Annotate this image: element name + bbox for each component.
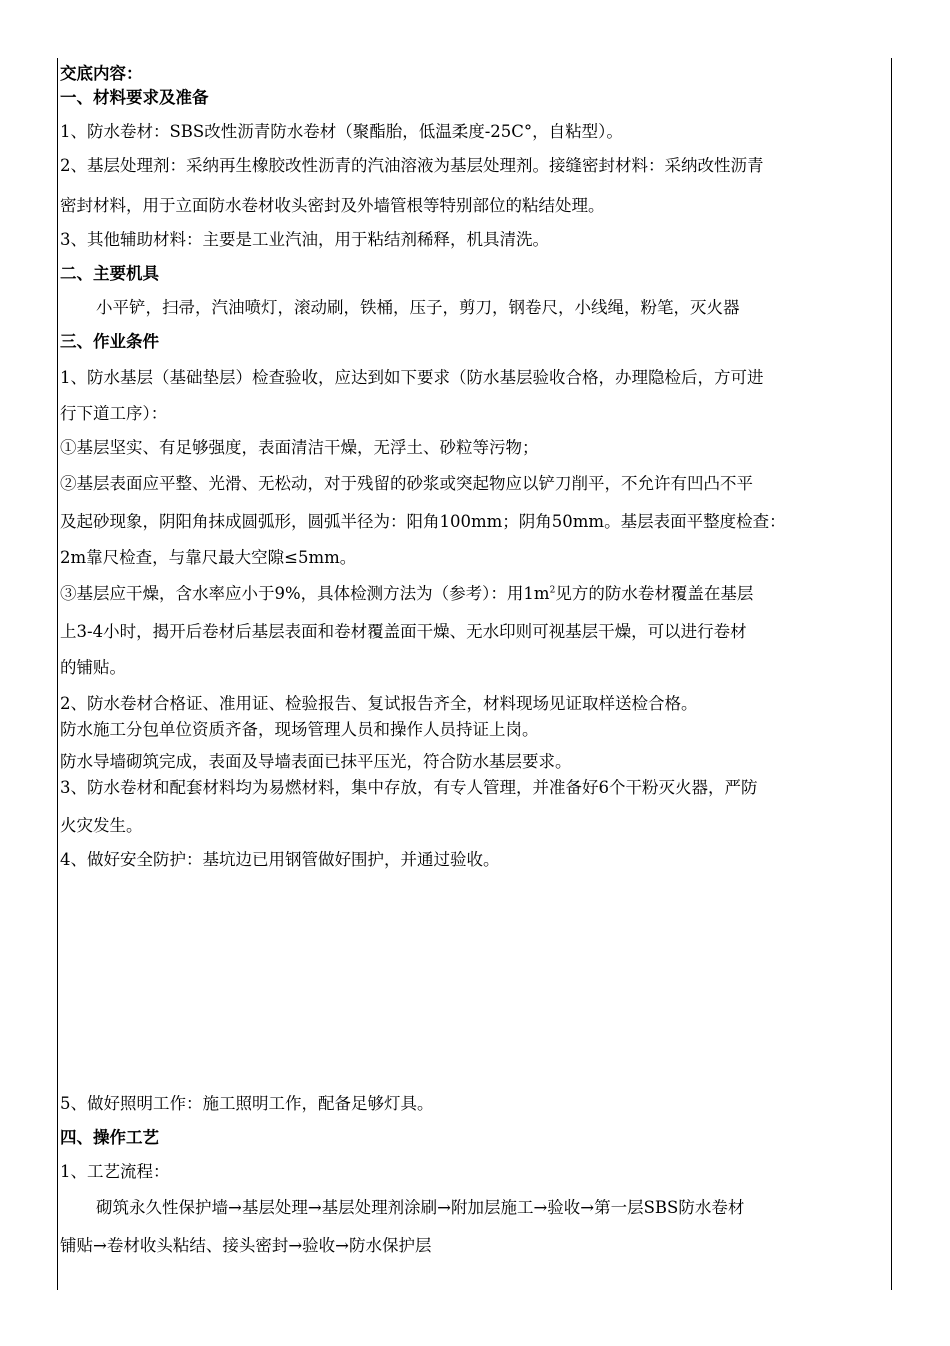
conditions-line-7	[60, 584, 888, 604]
content-heading: 交底内容：	[60, 64, 143, 83]
materials-line-4: 3、其他辅助材料：主要是工业汽油，用于粘结剂稀释，机具清洗。	[60, 230, 549, 249]
conditions-line-15: 4、做好安全防护：基坑边已用钢管做好围护，并通过验收。	[60, 850, 500, 869]
process-line-1: 1、工艺流程：	[60, 1162, 170, 1181]
cell-right-border	[891, 58, 892, 1290]
materials-line-2: 2、基层处理剂：采纳再生橡胶改性沥青的汽油溶液为基层处理剂。接缝密封材料：采纳改性沥青	[60, 156, 764, 175]
section-title-process: 四、操作工艺	[60, 1128, 159, 1147]
section-title-tools: 二、主要机具	[60, 264, 159, 283]
conditions-line-16: 5、做好照明工作：施工照明工作，配备足够灯具。	[60, 1094, 434, 1113]
conditions-line-3: ①基层坚实、有足够强度，表面清洁干燥，无浮土、砂粒等污物；	[60, 438, 539, 457]
conditions-line-4: ②基层表面应平整、光滑、无松动，对于残留的砂浆或突起物应以铲刀削平，不允许有凹凸不平	[60, 474, 753, 493]
conditions-line-13: 3、防水卷材和配套材料均为易燃材料，集中存放，有专人管理，并准备好6个干粉灭火器，严防	[60, 778, 758, 797]
conditions-line-5: 及起砂现象，阴阳角抹成圆弧形，圆弧半径为：阳角100mm；阴角50mm。基层表面平整度检查：	[60, 512, 786, 531]
conditions-line-8: 上3-4小时，揭开后卷材后基层表面和卷材覆盖面干燥、无水印则可视基层干燥，可以进行卷材	[60, 622, 747, 641]
cell-left-border	[57, 58, 58, 1290]
conditions-line-2: 行下道工序）：	[60, 404, 168, 423]
section-title-materials: 一、材料要求及准备	[60, 88, 209, 107]
conditions-line-12: 防水导墙砌筑完成，表面及导墙表面已抹平压光，符合防水基层要求。	[60, 752, 572, 771]
materials-line-1: 1、防水卷材：SBS改性沥青防水卷材（聚酯胎，低温柔度-25C°，自粘型）。	[60, 122, 623, 141]
conditions-line-11: 防水施工分包单位资质齐备，现场管理人员和操作人员持证上岗。	[60, 720, 539, 739]
materials-line-3: 密封材料，用于立面防水卷材收头密封及外墙管根等特别部位的粘结处理。	[60, 196, 605, 215]
conditions-line-7-tail: 见方的防水卷材覆盖在基层	[555, 584, 754, 603]
process-line-3: 铺贴→卷材收头粘结、接头密封→验收→防水保护层	[60, 1236, 432, 1255]
conditions-line-14: 火灾发生。	[60, 816, 143, 835]
section-title-conditions: 三、作业条件	[60, 332, 159, 351]
conditions-line-6: 2m靠尺检查，与靠尺最大空隙≤5mm。	[60, 548, 357, 567]
square-meter-superscript: 2	[549, 585, 556, 596]
conditions-line-1: 1、防水基层（基础垫层）检查验收，应达到如下要求（防水基层验收合格，办理隐检后，方可进	[60, 368, 764, 387]
conditions-line-10: 2、防水卷材合格证、准用证、检验报告、复试报告齐全，材料现场见证取样送检合格。	[60, 694, 698, 713]
conditions-line-7-text: ③基层应干燥，含水率应小于9%，具体检测方法为（参考）：用1m	[60, 584, 550, 603]
conditions-line-9: 的铺贴。	[60, 658, 126, 677]
tools-line-1: 小平铲，扫帚，汽油喷灯，滚动刷，铁桶，压子，剪刀，钢卷尺，小线绳，粉笔，灭火器	[96, 298, 740, 317]
process-line-2: 砌筑永久性保护墙→基层处理→基层处理剂涂刷→附加层施工→验收→第一层SBS防水卷材	[96, 1198, 745, 1217]
